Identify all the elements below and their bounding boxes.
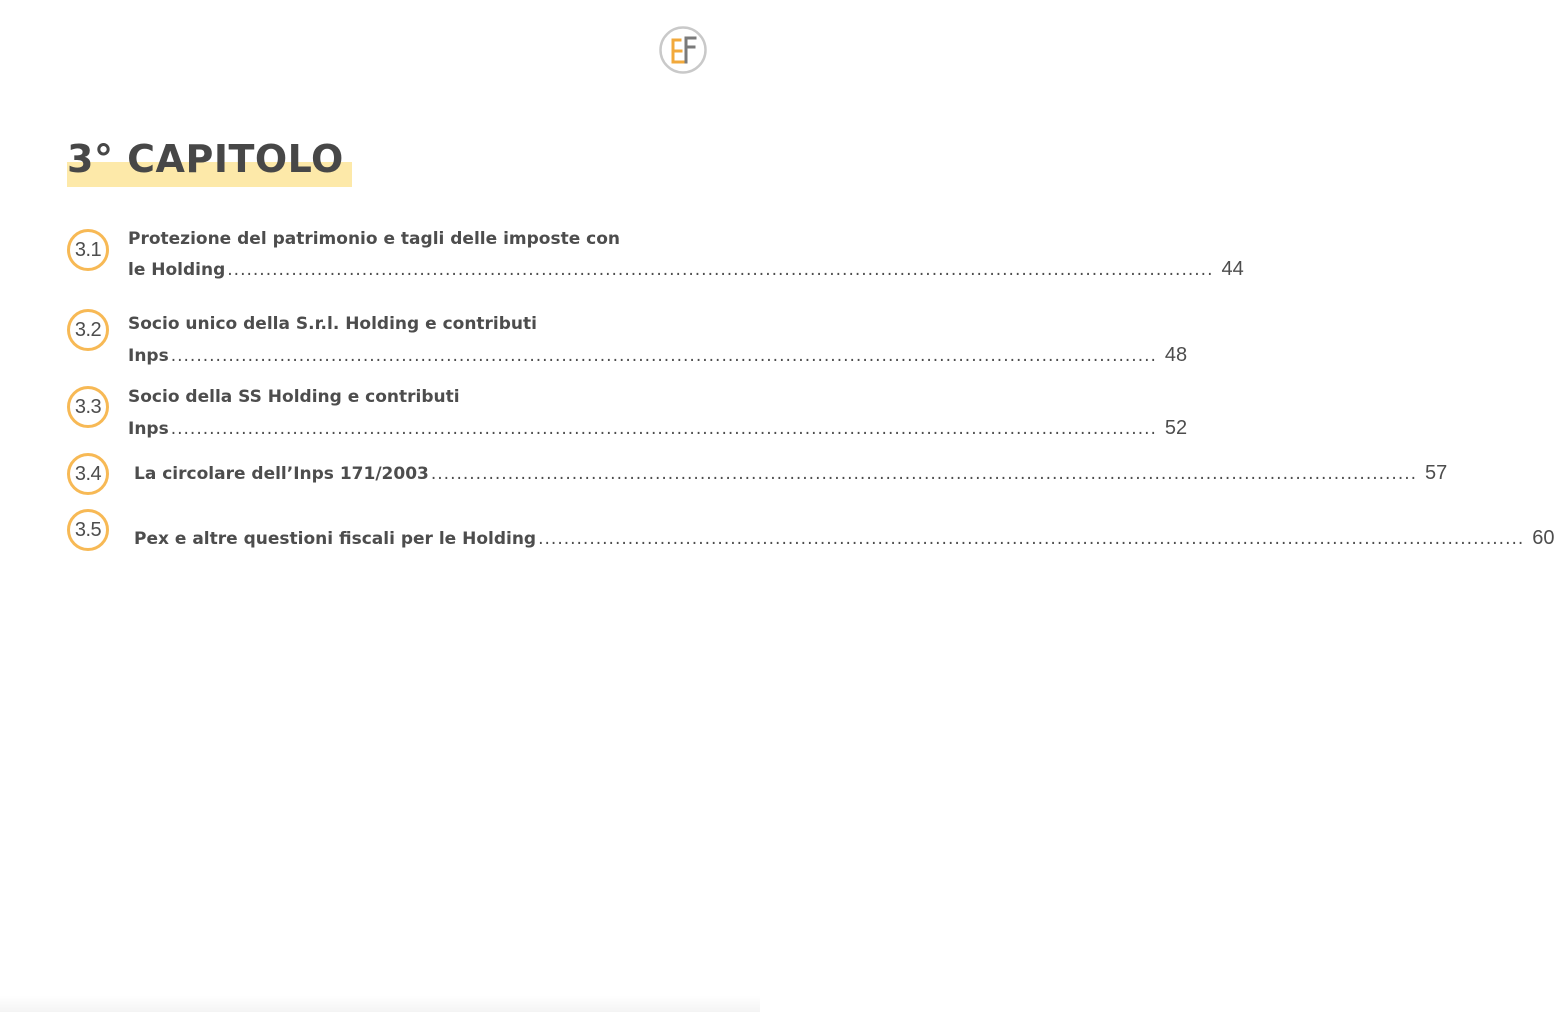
page-number: 52 — [1164, 417, 1188, 439]
entry-title-line1: Socio unico della S.r.l. Holding e contributi — [128, 314, 537, 334]
entry-title-line2 — [128, 255, 1244, 283]
ef-logo-svg — [659, 26, 707, 74]
section-number-badge: 3.3 — [67, 386, 109, 428]
section-number-badge: 3.2 — [67, 309, 109, 351]
chapter-heading — [67, 134, 344, 184]
page-number: 48 — [1164, 344, 1188, 366]
page-number: 60 — [1532, 527, 1555, 549]
page-bottom-shade — [0, 996, 760, 1012]
entry-title-line2 — [128, 341, 1188, 369]
entry-title-line1: Socio della SS Holding e contributi — [128, 387, 460, 407]
dot-leader: .......................................................................................................................................................... — [538, 529, 1525, 549]
entry-title-line — [134, 524, 1555, 552]
entry-title-text: La circolare dell’Inps 171/2003 — [134, 464, 429, 484]
ef-logo-icon — [659, 26, 707, 74]
section-number-badge: 3.4 — [67, 453, 109, 495]
dot-leader: .......................................................................................................................................................... — [430, 464, 1418, 484]
dot-leader: .......................................................................................................................................................... — [170, 346, 1157, 366]
dot-leader: .......................................................................................................................................................... — [170, 419, 1157, 439]
dot-leader: .......................................................................................................................................................... — [227, 260, 1214, 280]
chapter-title: 3° CAPITOLO — [67, 137, 344, 181]
entry-title-text: Pex e altre questioni fiscali per le Holding — [134, 529, 537, 549]
section-number-badge: 3.5 — [67, 509, 109, 551]
page-number: 57 — [1425, 462, 1448, 484]
section-number-badge: 3.1 — [67, 229, 109, 271]
entry-title-line1: Protezione del patrimonio e tagli delle imposte con — [128, 229, 621, 249]
entry-title-line — [134, 459, 1448, 487]
page-number: 44 — [1221, 258, 1244, 280]
entry-title-line2 — [128, 414, 1188, 442]
entry-title-text: le Holding — [128, 260, 226, 280]
entry-title-text: Inps — [128, 346, 169, 366]
entry-title-text: Inps — [128, 419, 169, 439]
